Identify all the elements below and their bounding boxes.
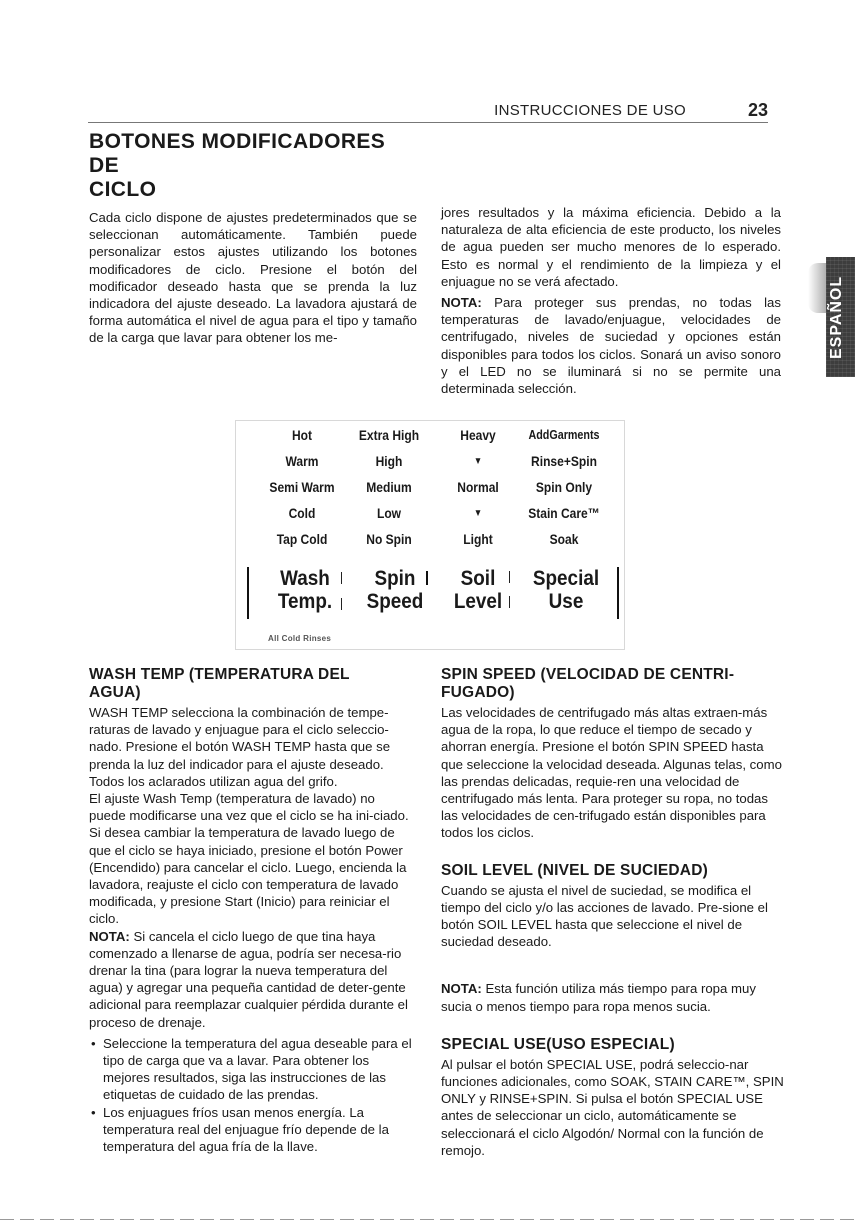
down-arrow-icon: ▼ [473, 508, 483, 519]
soil-level-option: Light [463, 531, 493, 547]
special-use-button-label [517, 567, 616, 613]
intro-left-column [89, 130, 417, 347]
wash-temp-option: Semi Warm [269, 479, 335, 495]
heading-line: FUGADO) [441, 684, 515, 701]
spin-speed-option: High [375, 453, 403, 469]
list-item: • Los enjuagues fríos usan menos energía. La temperatura real del enjuague frío depende de la temperatura del agua fría de la llave. [89, 1104, 415, 1156]
button-label-line: Spin [374, 567, 416, 590]
intro-paragraph: Cada ciclo dispone de ajustes predeterminados que se seleccionan automáticamente. También puede personalizar estos ajustes utilizando los botones modificadores de ciclo. Presione el botón del modificador deseado hasta que se prenda la luz indicadora del ajuste deseado. La lavadora ajustará de forma automática el nivel de agua para el tipo y tamaño de la carga que lavar para obtener los me- [89, 210, 417, 346]
button-label-line: Soil [460, 567, 496, 590]
wash-temp-paragraph: WASH TEMP selecciona la combinación de tempe-raturas de lavado y enjuague para el ciclo seleccio-nado. Presione el botón WASH TEMP hasta que se prenda la luz del indicador para el ajuste deseado. Todos los aclarados utilizan agua del grifo. [89, 705, 391, 789]
wash-temp-paragraph: El ajuste Wash Temp (temperatura de lavado) no puede modificarse una vez que el ciclo se ha ini-ciado. Si desea cambiar la temperatura de lavado luego de que el ciclo se haya iniciado, presione el botón Power (Encendido) para cancelar el ciclo. Luego, encienda la lavadora, reajuste el ciclo con temperatura de lavado modificada, y presione Start (Inicio) para reiniciar el ciclo. [89, 791, 409, 927]
special-use-option: Spin Only [535, 479, 593, 495]
note-text: Esta función utiliza más tiempo para ropa muy sucia o menos tiempo para ropa menos sucia. [441, 981, 756, 1014]
soil-level-heading: SOIL LEVEL (NIVEL DE SUCIEDAD) [441, 861, 708, 879]
soil-level-note [441, 980, 786, 1014]
soil-level-button-label [429, 567, 528, 613]
panel-divider [247, 567, 249, 619]
spin-speed-option: Extra High [358, 427, 420, 443]
button-label-line: Speed [366, 590, 424, 613]
wash-temp-heading [89, 666, 415, 702]
button-label-line: Level [453, 590, 503, 613]
language-tab-label: ESPAÑOL [828, 275, 845, 359]
spin-speed-option: Medium [366, 479, 412, 495]
spin-speed-paragraph: Las velocidades de centrifugado más altas extraen-más agua de la ropa, lo que reduce el tiempo de secado y ahorran energía. Presione el botón SPIN SPEED hasta que seleccione la velocidad deseada. Algunas telas, como las prendas delicadas, requie-ren una velocidad de centrifugado más lenta. Para proteger su ropa, no todas las velocidades de cen-trifugado están disponibles para todos los ciclos. [441, 705, 782, 841]
side-tab-shadow [808, 263, 828, 313]
panel-divider [617, 567, 619, 619]
intro-continuation: jores resultados y la máxima eficiencia. Debido a la naturaleza de alta eficiencia de este producto, los niveles de agua pueden ser mucho menores de lo esperado. Esto es normal y el rendimiento de la limpieza y el enjuague no se verá afectado. [441, 205, 781, 289]
heading-line: WASH TEMP (TEMPERATURA DEL [89, 666, 350, 683]
wash-temp-note [89, 928, 415, 1031]
note-text: Para proteger sus prendas, no todas las temperaturas de lavado/enjuague, velocidades de centrifugado, niveles de suciedad y opciones están disponibles para todos los ciclos. Sonará un aviso sonoro y el LED no se iluminará si no se permite una determinada selección. [441, 295, 781, 397]
control-panel-illustration [235, 420, 625, 650]
right-column-sections [441, 666, 786, 1159]
wash-temp-option: Cold [288, 505, 316, 521]
button-label-line: Temp. [277, 590, 333, 613]
wash-temp-option: Warm [285, 453, 319, 469]
note-label: NOTA: [441, 981, 482, 997]
page-number: 23 [747, 100, 768, 120]
heading-line: AGUA) [89, 684, 141, 701]
all-cold-rinses-label: All Cold Rinses [268, 634, 332, 643]
page-bottom-edge [0, 1219, 855, 1220]
spin-speed-heading [441, 666, 786, 702]
note-label: NOTA: [441, 295, 482, 311]
intro-note [441, 294, 781, 397]
special-use-paragraph: Al pulsar el botón SPECIAL USE, podrá seleccio-nar funciones adicionales, como SOAK, STAIN CARE™, SPIN ONLY y RINSE+SPIN. Si pulsa el botón SPECIAL USE antes de seleccionar un ciclo, automáticamente se seleccionará el ciclo Algodón/ Normal con la función de remojo. [441, 1056, 784, 1158]
soil-level-option: Normal [457, 479, 499, 495]
soil-level-option: Heavy [460, 427, 496, 443]
wash-temp-section [89, 666, 415, 1155]
button-label-line: Wash [280, 567, 330, 590]
special-use-option: Stain Care™ [528, 505, 600, 521]
note-text: Si cancela el ciclo luego de que tina haya comenzado a llenarse de agua, podría ser necesa-rio drenar la tina (para lograr la nueva temperatura del agua) y agregar una pequeña cantidad de deter-gente adicional para reemplazar cualquier pérdida durante el proceso de drenaje. [89, 928, 408, 1030]
heading-line: SPIN SPEED (VELOCIDAD DE CENTRI- [441, 666, 735, 683]
wash-temp-bullets [89, 1035, 415, 1155]
spin-speed-option: Low [376, 505, 402, 521]
down-arrow-icon: ▼ [473, 456, 483, 467]
note-label: NOTA: [89, 928, 130, 944]
main-heading-line2: CICLO [89, 178, 157, 201]
soil-level-paragraph: Cuando se ajusta el nivel de suciedad, se modifica el tiempo del ciclo y/o las acciones de lavado. Pre-sione el botón SOIL LEVEL hasta que seleccione el nivel de suciedad deseado. [441, 882, 768, 950]
special-use-option: Rinse+Spin [531, 453, 597, 469]
running-header [88, 100, 768, 123]
special-use-option: AddGarments [528, 428, 600, 442]
section-title: INSTRUCCIONES DE USO [494, 102, 686, 119]
button-label-line: Use [548, 590, 584, 613]
special-use-heading: SPECIAL USE(USO ESPECIAL) [441, 1035, 675, 1053]
main-heading-line1: BOTONES MODIFICADORES DE [89, 130, 386, 177]
list-item: • Seleccione la temperatura del agua deseable para el tipo de carga que va a lavar. Para obtener los mejores resultados, siga las instrucciones de las etiquetas de cuidado de las prendas. [89, 1035, 415, 1104]
language-tab [826, 257, 855, 377]
wash-temp-option: Tap Cold [276, 531, 328, 547]
spin-speed-option: No Spin [366, 531, 412, 547]
wash-temp-button-label [256, 567, 355, 613]
wash-temp-option: Hot [291, 427, 313, 443]
button-label-line: Special [532, 567, 600, 590]
main-heading [89, 130, 417, 202]
intro-right-column [441, 204, 781, 397]
special-use-option: Soak [549, 531, 579, 547]
